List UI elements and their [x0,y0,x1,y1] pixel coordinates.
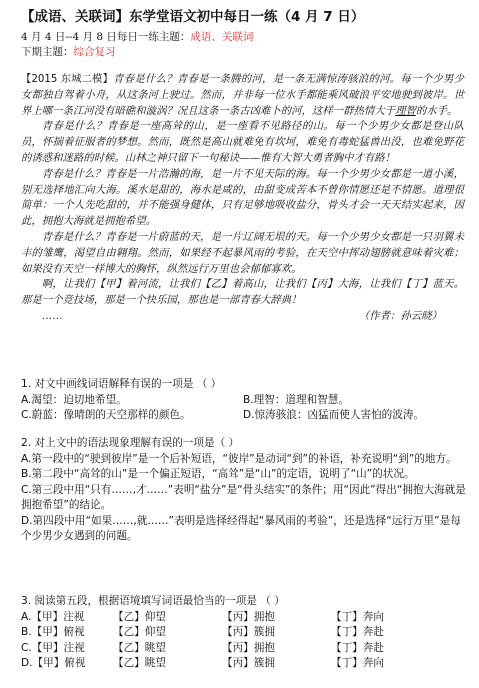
next-topic-line [21,45,116,59]
q3-c-yi: 【乙】眺望 [113,641,166,654]
passage-paragraph-4: 青春是什么？青春是一片蔚蓝的天，是一片辽阔无垠的天。每一个少男少女都是一只羽翼未丰的雏鹰，渴望自由翱翔。然而，如果经不起暴风雨的考验，在天空中挥动翅膀就意味着灾难；如果没有天空一样博大的胸怀，纵然远行万里也会郁郁寡欢。 [21,230,464,275]
q1-option-a[interactable]: A.渴望：迫切地希望。 [21,393,127,406]
question-3-stem: 3. 阅读第五段，根据语境填写词语最恰当的一项是 （ ） [21,595,285,607]
next-topic: 综合复习 [73,46,116,58]
question-1-stem: 1. 对文中画线词语解释有误的一项是 （ ） [21,378,222,390]
q3-b-ding: 【丁】奔赴 [331,626,384,638]
q3-a-jia[interactable]: A.【甲】注视 [21,610,85,623]
question-2-stem: 2. 对上文中的语法现象理解有误的一项是（ ） [21,437,240,449]
q3-d-jia[interactable]: D.【甲】俯视 [21,657,86,669]
question-1 [21,377,469,424]
q2-option-d[interactable]: D.第四段中用“如果……,就……”表明是选择经得起“暴风雨的考验”，还是选择“远行万里”是每个少男少女遇到的问题。 [21,514,461,542]
schedule-line [21,30,253,44]
q3-d-ding: 【丁】奔向 [331,657,384,669]
q3-b-jia[interactable]: B.【甲】俯视 [21,626,85,638]
q3-c-bing: 【丙】拥抱 [222,641,275,654]
q3-a-bing: 【丙】拥抱 [222,610,275,623]
source-tag: 【2015 东城二模】 [21,74,114,85]
q3-c-ding: 【丁】奔赴 [331,641,384,654]
passage-footer [21,309,464,325]
question-2 [21,436,469,545]
q3-a-ding: 【丁】奔向 [331,610,384,623]
q2-option-b[interactable]: B.第二段中“高耸的山”是一个偏正短语，“高耸”是“山”的定语，说明了“山”的状况。 [21,468,415,480]
underlined-word: 理智 [395,104,416,117]
question-1-options [21,393,469,424]
q3-d-bing: 【丙】簇拥 [222,657,275,669]
question-3-options [21,610,469,672]
passage-paragraph-3: 青春是什么？青春是一片浩瀚的海，是一片不见天际的海。每一个少男少女都是一道小溪，别无选择地汇向大海。溪水是甜的，海水是咸的，由甜变成苦本不曾你情愿还是不情愿。道理很简单：一个人先吃甜的，并不能强身健体，只有足够地吸收盐分，骨头才会一天天结实起来，因此，拥抱大海就是拥抱希望。 [21,167,464,228]
q2-option-c[interactable]: C.第三段中用“只有……,才……”表明“盐分”是“骨头结实”的条件；用“因此”得出“拥抱大海就是拥抱希望”的结论。 [21,483,466,511]
q3-b-yi: 【乙】仰望 [113,626,166,638]
author: （作者：孙云晓） [358,309,442,322]
passage-paragraph-5: 啊，让我们【甲】着河流，让我们【乙】着高山，让我们【丙】大海，让我们【丁】蓝天。那是一个竞技场，那是一个快乐园，那也是一部青春大辞典！ [21,278,464,307]
q3-a-yi: 【乙】仰望 [113,610,166,623]
ellipsis: …… [41,309,63,322]
q1-option-c[interactable]: C.蔚蓝：像晴朗的天空那样的颜色。 [21,409,191,421]
q3-b-bing: 【丙】簇拥 [222,626,275,638]
q3-c-jia[interactable]: C.【甲】注视 [21,641,85,654]
schedule-topic: 成语、关联词 [190,31,254,43]
schedule-prefix: 4 月 4 日--4 月 8 日每日一练主题： [21,31,191,43]
next-prefix: 下期主题： [21,46,74,58]
question-3 [21,594,469,672]
q3-d-yi: 【乙】眺望 [113,657,166,669]
passage-paragraph-2: 青春是什么？青春是一座高耸的山，是一座看不见路径的山。每一个少男少女都是登山队员，怀揣着征服者的梦想。然而，既然是高山就难免有坎坷，难免有毒蛇猛兽出没，也难免野花的诱惑和迷路的时候。山林之神只留下一句秘诀——惟有大智大勇者胸中才有路！ [21,120,464,164]
reading-passage [21,72,464,325]
passage-paragraph-1: 【2015 东城二模】青春是什么？青春是一条腾的河，是一条无满惊涛骇浪的河。每一个少男少女都独自驾着小舟，从这条河上驶过。然而，并非每一位水手都能乘风破浪平安地驶到彼岸。世界上哪一条江河没有暗礁和漩涡？况且这条一条古凶难卜的河，这样一群热情大于理智的水手。 [21,73,465,117]
page-title: 【成语、关联词】东学堂语文初中每日一练（4 月 7 日） [21,9,365,25]
q1-option-d[interactable]: D.惊涛骇浪：凶猛而使人害怕的波涛。 [243,409,425,421]
q2-option-a[interactable]: A.第一段中的“驶到彼岸”是一个后补短语，“彼岸”是动词“到”的补语，补充说明“到”的地方。 [21,452,457,465]
q1-option-b[interactable]: B.理智：道理和智慧。 [243,393,349,406]
